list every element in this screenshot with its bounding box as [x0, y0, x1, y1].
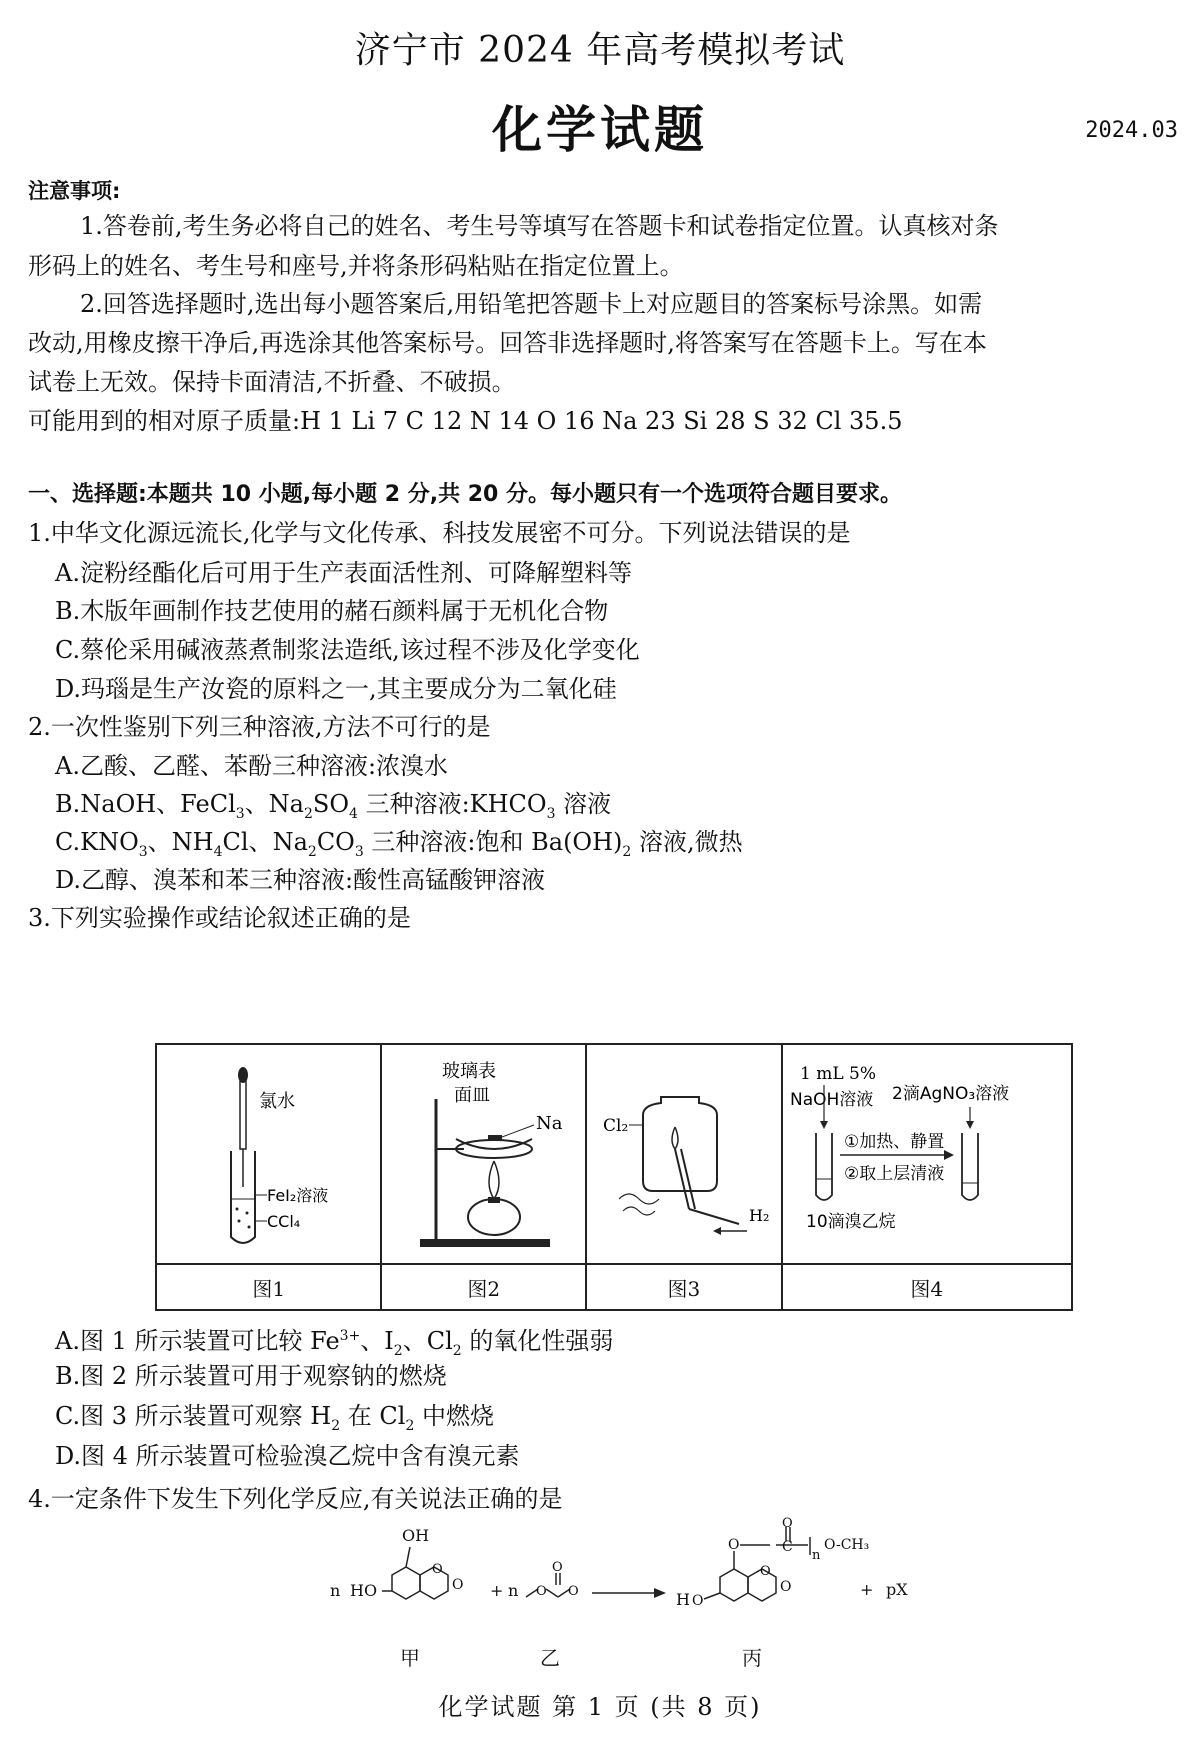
q4-reaction-scheme [320, 1515, 940, 1675]
figure-1-test-tube-diagram [159, 1049, 379, 1259]
figure-2-combustion-diagram [384, 1049, 584, 1259]
label-naoh-1: 1 mL 5% [800, 1064, 877, 1084]
plus-2: + [860, 1580, 874, 1599]
label-na: Na [535, 1113, 563, 1134]
q4-stem: 4.一定条件下发生下列化学反应,有关说法正确的是 [28, 1485, 563, 1513]
label-h: H [676, 1590, 690, 1609]
exam-date: 2024.03 [1085, 118, 1178, 143]
label-h2: H₂ [748, 1206, 770, 1225]
label-jia: 甲 [400, 1646, 420, 1670]
notice-item2-line3: 试卷上无效。保持卡面清洁,不折叠、不破损。 [28, 368, 516, 396]
label-product-ring-o: O [760, 1564, 771, 1579]
coef-n-2: n [508, 1581, 519, 1600]
label-bing: 丙 [742, 1646, 762, 1670]
figure-3-gas-jar-diagram [589, 1049, 779, 1259]
figure-4-test-diagram [784, 1049, 1069, 1259]
label-step1: ①加热、静置 [844, 1132, 945, 1152]
label-carbonyl-o-1: O [452, 1577, 464, 1593]
figure-4-caption: 图4 [782, 1264, 1072, 1310]
notice-item2-line2: 改动,用橡皮擦干净后,再选涂其他答案标号。回答非选择题时,将答案写在答题卡上。写在本 [28, 329, 987, 357]
q3-option-d: D.图 4 所示装置可检验溴乙烷中含有溴元素 [55, 1442, 520, 1470]
coef-n-1: n [330, 1581, 341, 1600]
label-product-carbonyl-o: O [780, 1579, 792, 1595]
q1-option-b: B.木版年画制作技艺使用的赭石颜料属于无机化合物 [55, 597, 609, 625]
product-px: pX [886, 1580, 908, 1599]
q2-stem: 2.一次性鉴别下列三种溶液,方法不可行的是 [28, 713, 491, 741]
label-product-o-1: O [692, 1593, 704, 1609]
q1-option-a: A.淀粉经酯化后可用于生产表面活性剂、可降解塑料等 [55, 559, 632, 587]
q1-option-c: C.蔡伦采用碱液蒸煮制浆法造纸,该过程不涉及化学变化 [55, 636, 640, 664]
notice-item1-line2: 形码上的姓名、考生号和座号,并将条形码粘贴在指定位置上。 [28, 252, 684, 280]
q3-option-b: B.图 2 所示装置可用于观察钠的燃烧 [55, 1362, 447, 1390]
label-ring-o-1: O [432, 1562, 443, 1577]
label-cl2: Cl₂ [602, 1116, 629, 1136]
label-step2: ②取上层清液 [844, 1164, 945, 1184]
plus-1: + [490, 1581, 504, 1600]
label-ch3: O-CH₃ [824, 1537, 870, 1553]
page-footer: 化学试题 第 1 页 (共 8 页) [438, 1693, 762, 1721]
label-ester-o-1: O [536, 1584, 547, 1599]
figure-1-cell [156, 1044, 381, 1264]
label-agno3: 2滴AgNO₃溶液 [892, 1084, 1010, 1104]
q2-option-d: D.乙醇、溴苯和苯三种溶液:酸性高锰酸钾溶液 [55, 866, 546, 894]
figure-3-caption: 图3 [586, 1264, 781, 1310]
figure-2-cell [381, 1044, 586, 1264]
figure-3-cell [586, 1044, 781, 1264]
label-ester-o-3: O [552, 1560, 563, 1575]
q1-stem: 1.中华文化源远流长,化学与文化传承、科技发展密不可分。下列说法错误的是 [28, 519, 851, 547]
q3-option-a: A.图 1 所示装置可比较 $Fe^{3+}$、$I_2$、$Cl_2$ 的氧化性强弱 [55, 1327, 614, 1359]
figure-2-caption: 图2 [381, 1264, 586, 1310]
notice-heading: 注意事项: [28, 179, 121, 203]
label-yi: 乙 [540, 1646, 560, 1670]
label-product-o-3: O [782, 1516, 793, 1531]
atomic-masses: 可能用到的相对原子质量:H 1 Li 7 C 12 N 14 O 16 Na 23 Si 28 S 32 Cl 35.5 [28, 407, 903, 435]
label-ester-o-2: O [568, 1584, 579, 1599]
figure-4-cell [782, 1044, 1072, 1264]
q3-option-c: C.图 3 所示装置可观察 $H_2$ 在 $Cl_2$ 中燃烧 [55, 1402, 495, 1434]
label-chlorine-water: 氯水 [258, 1091, 295, 1112]
q3-stem: 3.下列实验操作或结论叙述正确的是 [28, 904, 411, 932]
subject-title: 化学试题 [492, 101, 708, 159]
q2-option-b: B.NaOH、FeCl$_3$、$Na_2SO_4$ 三种溶液$:KHCO_3$ 溶液 [55, 790, 612, 822]
label-watch-glass-2: 面皿 [453, 1085, 490, 1106]
label-bromoethane: 10滴溴乙烷 [806, 1212, 896, 1232]
figure-1-caption: 图1 [156, 1264, 381, 1310]
label-ccl4: CCl₄ [266, 1212, 300, 1231]
q3-figure-table [155, 1043, 1073, 1311]
label-product-c: C [782, 1539, 793, 1555]
label-watch-glass-1: 玻璃表 [441, 1061, 496, 1082]
exam-title: 济宁市 2024 年高考模拟考试 [354, 30, 846, 71]
label-fei2: FeI₂溶液 [266, 1186, 328, 1205]
notice-item2-line1: 2.回答选择题时,选出每小题答案后,用铅笔把答题卡上对应题目的答案标号涂黑。如需 [80, 290, 983, 318]
label-sub-n: n [812, 1548, 821, 1563]
section1-heading: 一、选择题:本题共 10 小题,每小题 2 分,共 20 分。每小题只有一个选项符合题目要求。 [28, 482, 903, 507]
q2-option-c: $C.KNO_3$、$NH_4Cl$、$Na_2CO_3$ 三种溶液:饱和 $Ba(OH)_2$ 溶液,微热 [55, 828, 743, 860]
label-naoh-2: NaOH溶液 [790, 1090, 874, 1110]
q2-option-a: A.乙酸、乙醛、苯酚三种溶液:浓溴水 [55, 752, 449, 780]
label-oh: OH [402, 1526, 430, 1545]
q1-option-d: D.玛瑙是生产汝瓷的原料之一,其主要成分为二氧化硅 [55, 675, 617, 703]
label-ho: HO [350, 1581, 378, 1600]
notice-item1-line1: 1.答卷前,考生务必将自己的姓名、考生号等填写在答题卡和试卷指定位置。认真核对条 [80, 212, 999, 240]
label-product-o-2: O [728, 1537, 740, 1553]
